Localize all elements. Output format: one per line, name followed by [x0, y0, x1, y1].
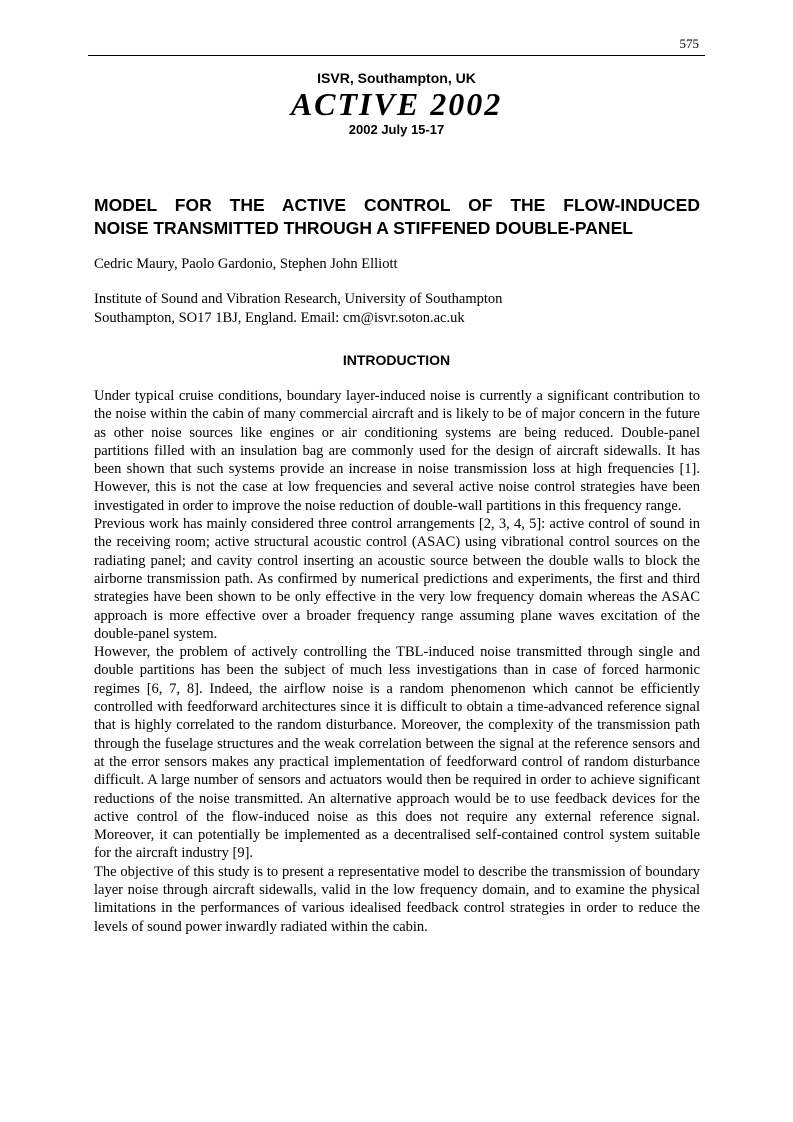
conference-location: ISVR, Southampton, UK	[317, 70, 476, 86]
conference-name: ACTIVE 2002	[290, 86, 503, 122]
paragraph-3: However, the problem of actively controlling the TBL-induced noise transmitted through single and double partitions has been the subject of much less investigations than in case of forced harmonic regimes [6, 7, 8]. Indeed, the airflow noise is a random phenomenon which cannot be efficiently controlled with feedforward architectures since it is difficult to obtain a time-advanced reference signal that is highly correlated to the random disturbance. Moreover, the complexity of the transmission path through the fuselage structures and the weak correlation between the signal at the reference sensors and at the error sensors makes any practical implementation of feedforward control of random disturbance difficult. A large number of sensors and actuators would then be required in order to achieve significant reductions of the noise transmitted. An alternative approach would be to use feedback devices for the active control of the flow-induced noise as this does not require any external reference signal. Moreover, it can potentially be implemented as a decentralised self-contained control system suitable for the aircraft industry [9].	[94, 644, 700, 862]
title-line-1: MODEL FOR THE ACTIVE CONTROL OF THE FLOW-INDUCED	[94, 195, 700, 215]
paragraph-1: Under typical cruise conditions, boundary layer-induced noise is currently a significant contribution to the noise within the cabin of many commercial aircraft and is likely to be of major concern in the future as other noise sources like engines or air conditioning systems are being reduced. Double-panel partitions filled with an insulation bag are commonly used for the design of aircraft sidewalls. It has been shown that such systems provide an increase in noise transmission loss at high frequencies [1]. However, this is not the case at low frequencies and several active noise control strategies have been investigated in order to improve the noise reduction of double-wall partitions in this frequency range.	[94, 388, 700, 514]
authors: Cedric Maury, Paolo Gardonio, Stephen John Elliott	[94, 256, 398, 272]
conference-dates: 2002 July 15-17	[348, 122, 445, 137]
affiliation	[94, 290, 502, 328]
affiliation-line-2: Southampton, SO17 1BJ, England. Email: cm@isvr.soton.ac.uk	[94, 310, 465, 326]
paper-title	[94, 194, 700, 240]
title-line-2: NOISE TRANSMITTED THROUGH A STIFFENED DOUBLE-PANEL	[94, 218, 633, 238]
conference-header	[0, 70, 793, 137]
paragraph-4: The objective of this study is to present a representative model to describe the transmission of boundary layer noise through aircraft sidewalls, valid in the low frequency domain, and to examine the physical limitations in the performances of various idealised feedback control strategies in order to reduce the levels of sound power inwardly radiated within the cabin.	[94, 863, 700, 935]
affiliation-line-1: Institute of Sound and Vibration Research, University of Southampton	[94, 291, 503, 307]
section-heading: INTRODUCTION	[342, 352, 451, 368]
paragraph-2: Previous work has mainly considered three control arrangements [2, 3, 4, 5]: active control of sound in the receiving room; active structural acoustic control (ASAC) using vibrational control sources on the radiating panel; and cavity control inserting an acoustic source between the double walls to block the airborne transmission path. As confirmed by numerical predictions and experiments, the first and third strategies have been shown to be only effective in the very low frequency domain whereas the ASAC approach is more effective over a broader frequency range assuming plane waves excitation of the double-panel system.	[94, 516, 700, 642]
header-rule	[88, 55, 705, 56]
introduction-body	[94, 387, 700, 936]
page-number: 575	[679, 36, 699, 51]
